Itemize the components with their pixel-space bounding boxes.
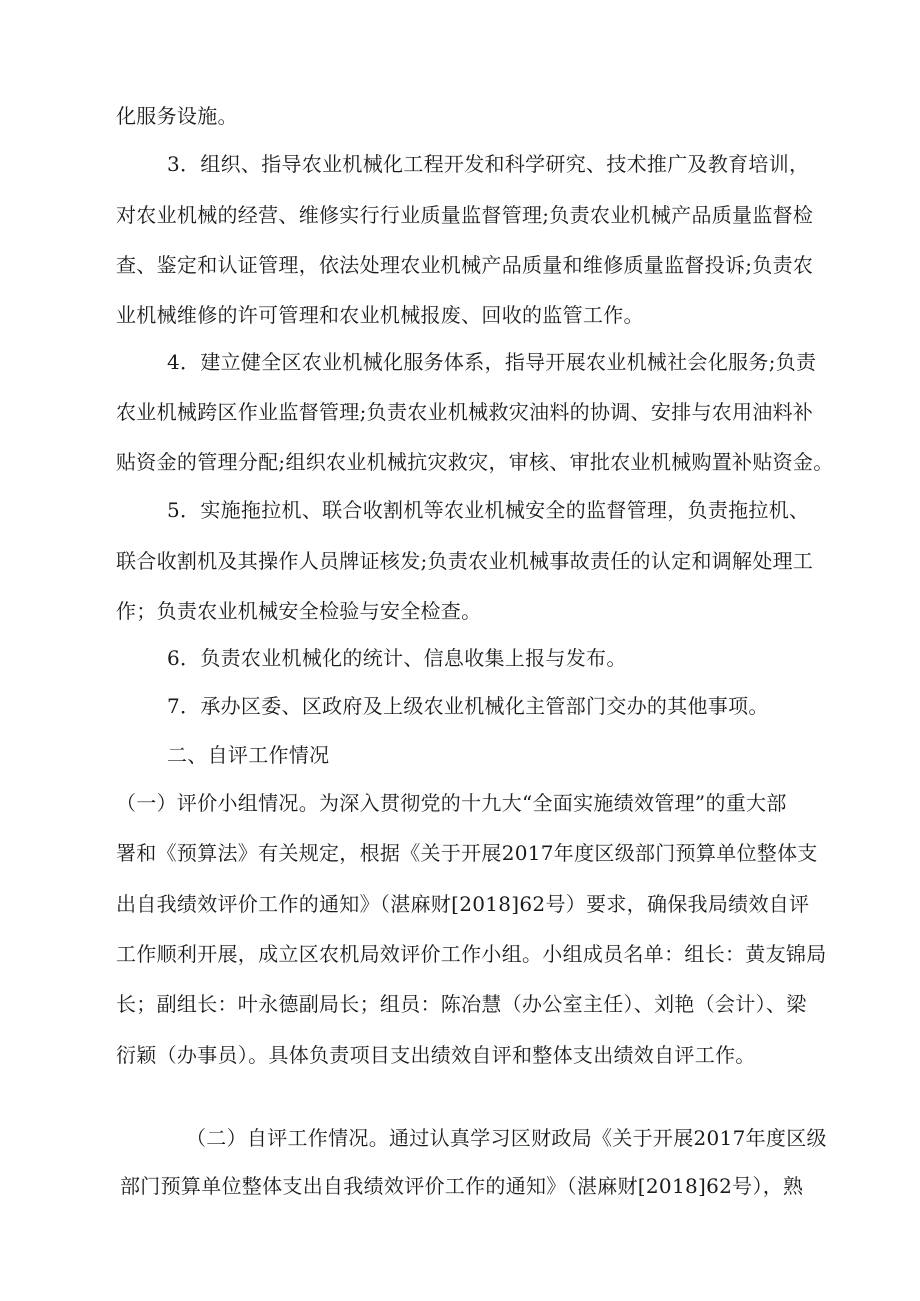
subsection-1-line-1: （一）评价小组情况。为深入贯彻党的十九大“全面实施绩效管理”的重大部 [116, 791, 787, 815]
subsection-1-line-2: 署和《预算法》有关规定，根据《关于开展2017年度区级部门预算单位整体支 [116, 841, 818, 865]
subsection-1-line-4: 工作顺利开展，成立区农机局效评价工作小组。小组成员名单：组长：黄友锦局 [116, 942, 827, 966]
item-3-line-3: 查、鉴定和认证管理，依法处理农业机械产品质量和维修质量监督投诉;负责农 [116, 253, 814, 277]
item-4-line-3: 贴资金的管理分配;组织农业机械抗灾救灾，审核、审批农业机械购置补贴资金。 [116, 450, 834, 474]
item-3-line-4: 业机械维修的许可管理和农业机械报废、回收的监管工作。 [116, 303, 644, 327]
item-4-line-2: 农业机械跨区作业监督管理;负责农业机械救灾油料的协调、安排与农用油料补 [116, 400, 814, 424]
item-3-line-2: 对农业机械的经营、维修实行行业质量监督管理;负责农业机械产品质量监督检 [116, 203, 814, 227]
subsection-1-line-5: 长；副组长：叶永德副局长；组员：陈冶慧（办公室主任）、刘艳（会计）、梁 [116, 992, 807, 1016]
item-5-line-3: 作；负责农业机械安全检验与安全检查。 [116, 599, 482, 623]
subsection-1-line-3: 出自我绩效评价工作的通知》（湛麻财[2018]62号）要求，确保我局绩效自评 [116, 892, 810, 916]
item-4-line-1: 4．建立健全区农业机械化服务体系，指导开展农业机械社会化服务;负责 [167, 350, 817, 374]
subsection-2-line-1: （二）自评工作情况。通过认真学习区财政局《关于开展2017年度区级 [186, 1126, 827, 1150]
item-5-line-1: 5．实施拖拉机、联合收割机等农业机械安全的监督管理，负责拖拉机、 [167, 498, 810, 522]
item-7-line-1: 7．承办区委、区政府及上级农业机械化主管部门交办的其他事项。 [167, 694, 769, 718]
item-3-line-1: 3．组织、指导农业机械化工程开发和科学研究、技术推广及教育培训， [167, 152, 810, 176]
section-heading: 二、自评工作情况 [167, 743, 330, 767]
subsection-1-line-6: 衍颖（办事员）。具体负责项目支出绩效自评和整体支出绩效自评工作。 [116, 1043, 756, 1067]
subsection-2-line-2: 部门预算单位整体支出自我绩效评价工作的通知》（湛麻财[2018]62号），熟 [120, 1174, 804, 1198]
text-line-continuation: 化服务设施。 [116, 104, 238, 128]
item-5-line-2: 联合收割机及其操作人员牌证核发;负责农业机械事故责任的认定和调解处理工 [116, 549, 814, 573]
item-6-line-1: 6．负责农业机械化的统计、信息收集上报与发布。 [167, 646, 627, 670]
